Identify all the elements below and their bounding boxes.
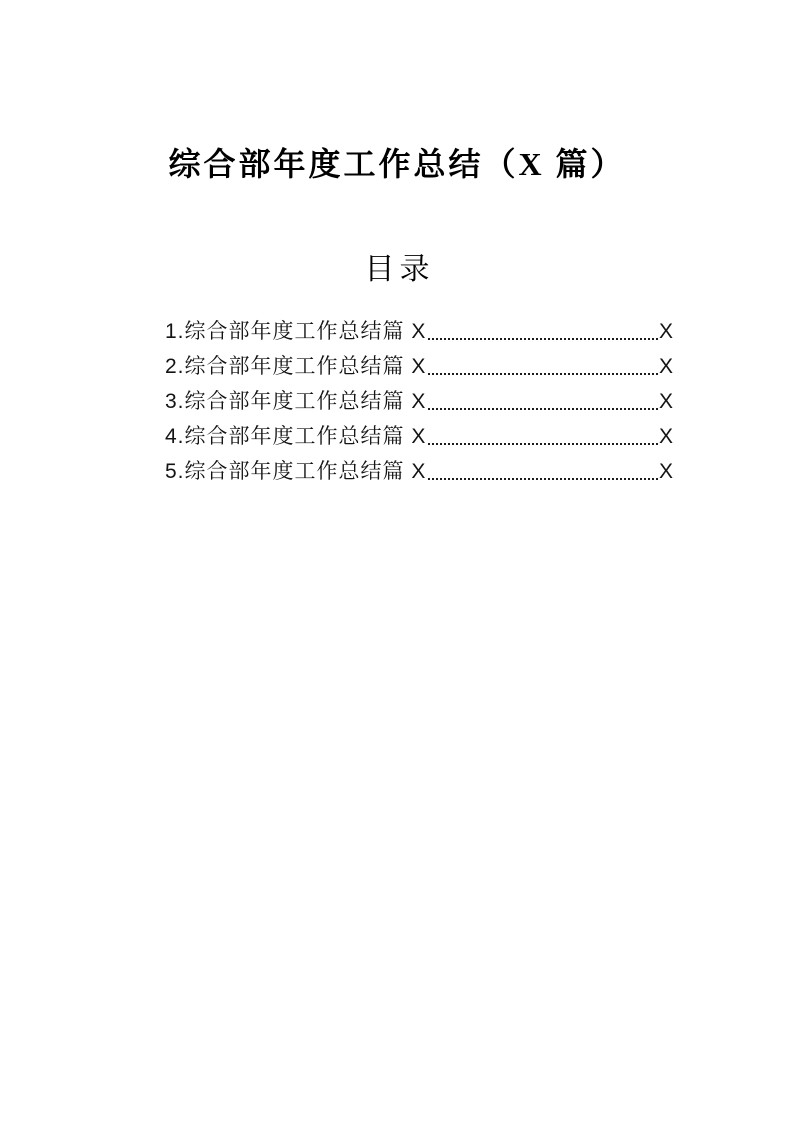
toc-entry (165, 314, 673, 349)
toc-entry-label: 5.综合部年度工作总结篇 X (165, 460, 427, 483)
toc-dot-leader (428, 338, 658, 340)
toc-entry-page: X (658, 425, 673, 448)
toc-entry-label: 1.综合部年度工作总结篇 X (165, 320, 427, 343)
toc-entry-label: 4.综合部年度工作总结篇 X (165, 425, 427, 448)
document-title: 综合部年度工作总结（X 篇） (168, 146, 626, 182)
toc-list (165, 314, 673, 489)
toc-entry-page: X (658, 320, 673, 343)
toc-entry-page: X (658, 390, 673, 413)
toc-entry (165, 349, 673, 384)
toc-entry (165, 419, 673, 454)
toc-dot-leader (428, 408, 658, 410)
toc-entry-label: 2.综合部年度工作总结篇 X (165, 355, 427, 378)
toc-dot-leader (428, 478, 658, 480)
toc-dot-leader (428, 443, 658, 445)
toc-heading: 目录 (364, 253, 435, 286)
toc-entry-label: 3.综合部年度工作总结篇 X (165, 390, 427, 413)
toc-entry-page: X (658, 460, 673, 483)
toc-entry (165, 454, 673, 489)
toc-dot-leader (428, 373, 658, 375)
toc-entry-page: X (658, 355, 673, 378)
toc-entry (165, 384, 673, 419)
